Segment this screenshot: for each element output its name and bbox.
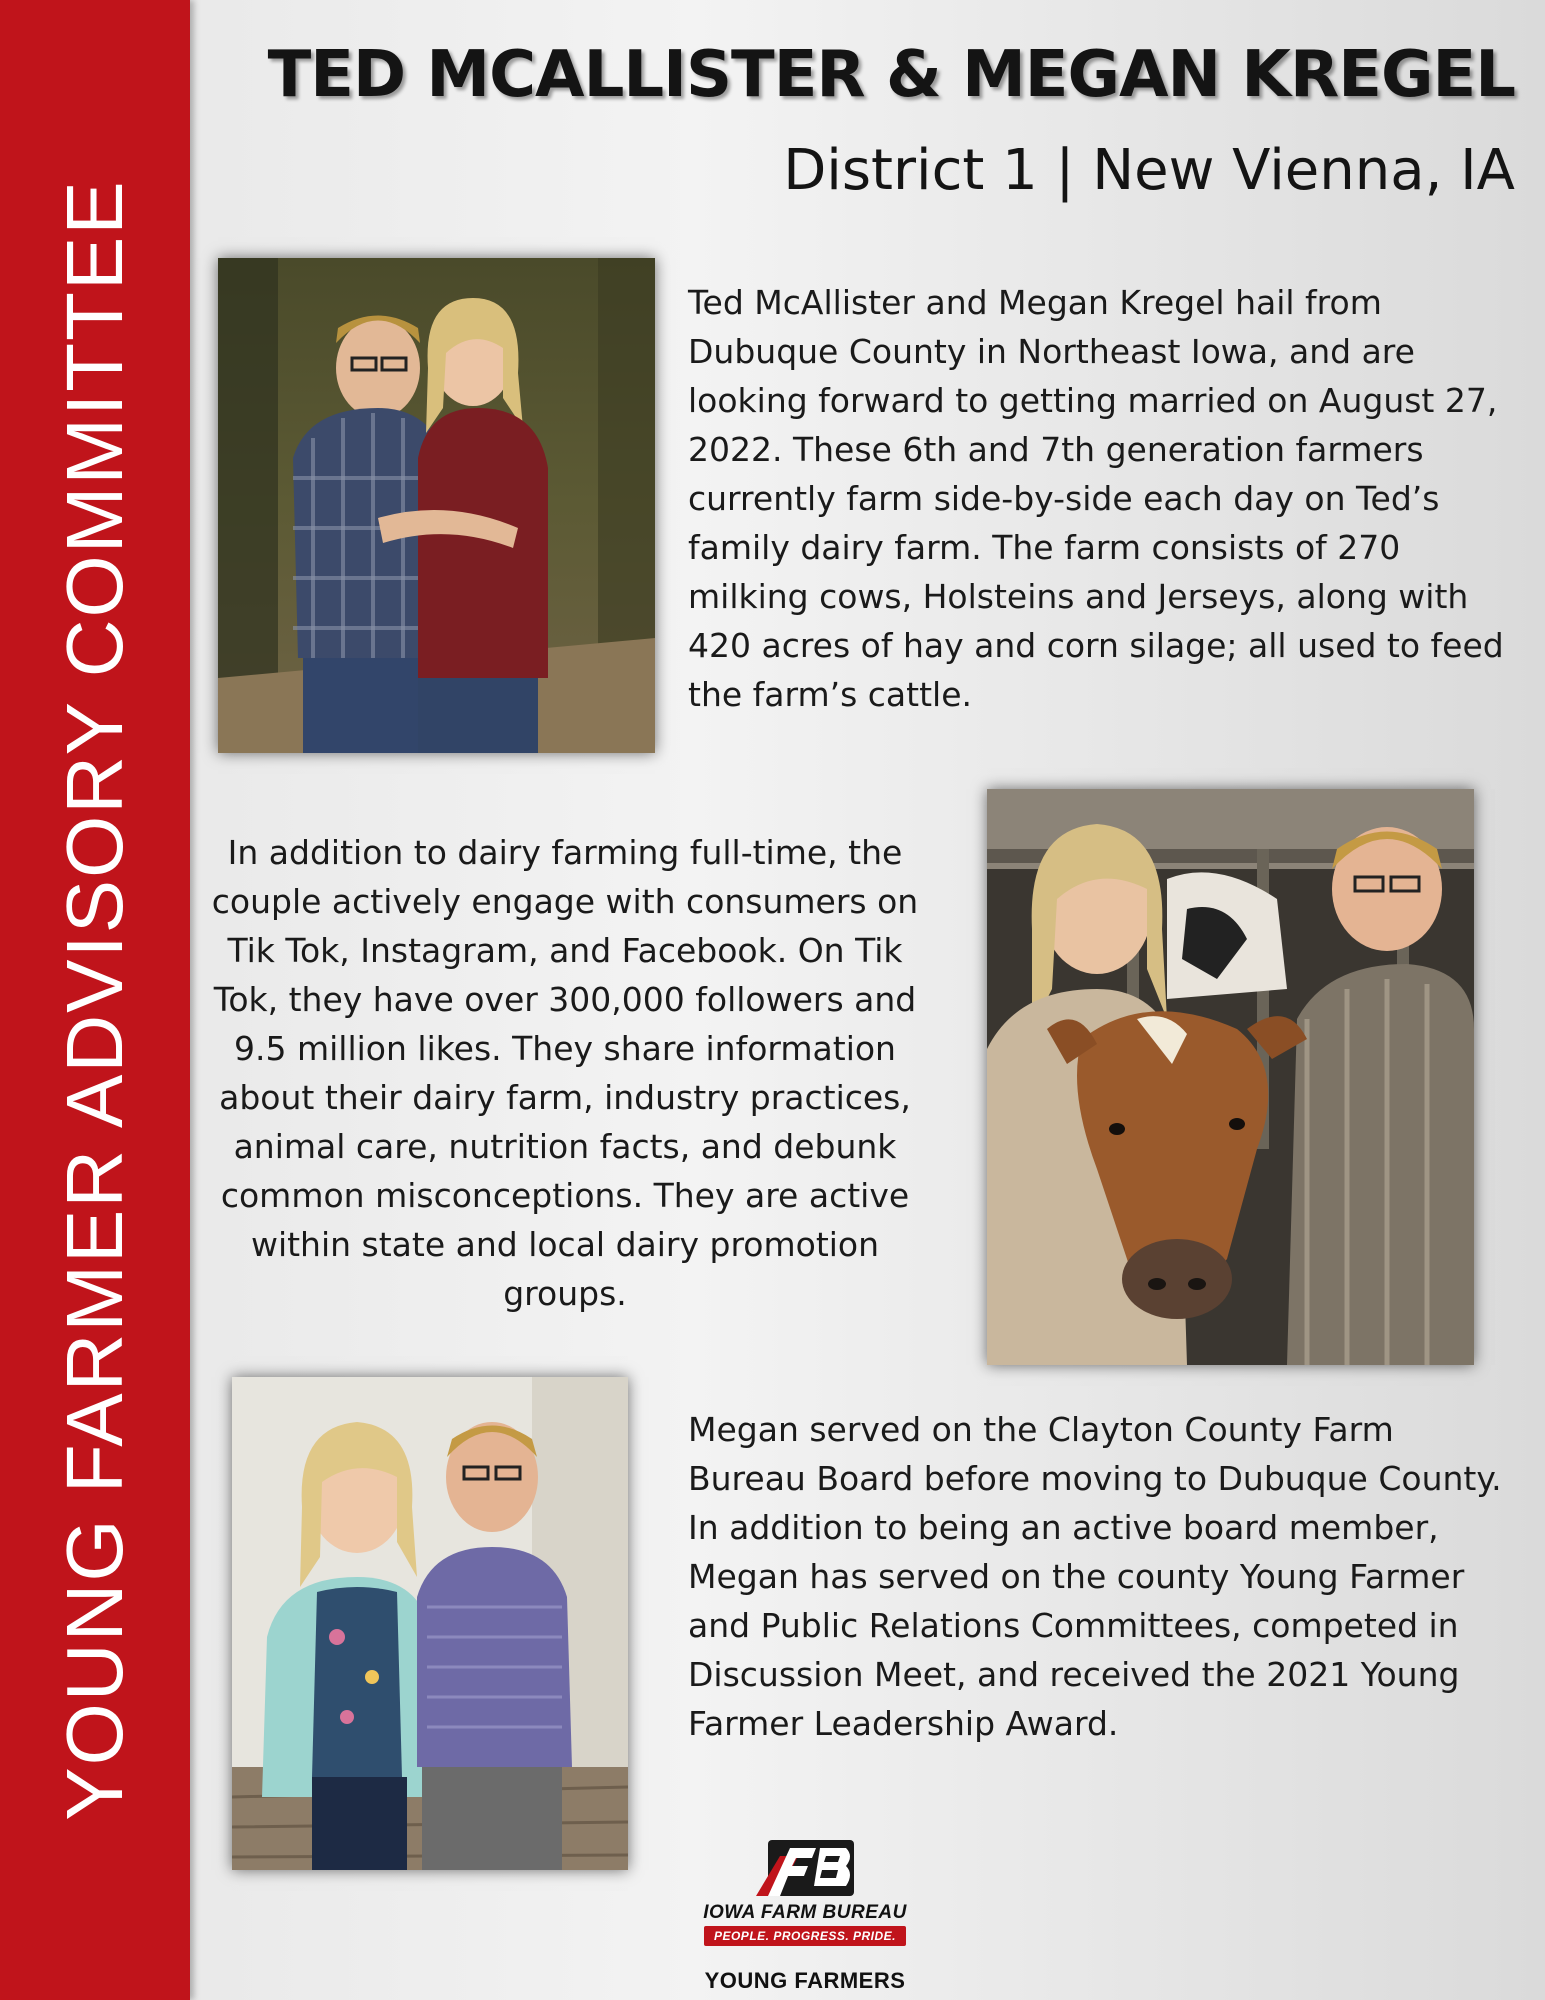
couple-with-cow-photo	[987, 789, 1474, 1365]
sidebar-banner	[0, 0, 190, 2000]
page-title: TED MCALLISTER & MEGAN KREGEL	[267, 38, 1515, 112]
sidebar-title: YOUNG FARMER ADVISORY COMMITTEE	[50, 179, 139, 1821]
leadership-paragraph: Megan served on the Clayton County Farm Bureau Board before moving to Dubuque County. In addition to being an active board member, Megan has served on the county Young Farmer and Public Relations Committees, competed in Discussion Meet, and received the 2021 Young Farmer Leadership Award.	[688, 1410, 1502, 1743]
social-media-paragraph: In addition to dairy farming full-time, the couple actively engage with consumers on Tik Tok, Instagram, and Facebook. On Tik Tok, they have over 300,000 followers and 9.5 million likes. They share information about their dairy farm, industry practices, animal care, nutrition facts, and debunk common misconceptions. They are active within state and local dairy promotion groups.	[211, 833, 919, 1313]
farm-bureau-fb-icon	[750, 1838, 860, 1900]
iowa-farm-bureau-logo	[680, 1838, 930, 1993]
logo-subtitle: YOUNG FARMERS	[704, 1968, 906, 1993]
logo-tagline: PEOPLE. PROGRESS. PRIDE.	[704, 1926, 906, 1946]
couple-indoor-photo	[232, 1377, 628, 1870]
intro-paragraph: Ted McAllister and Megan Kregel hail from Dubuque County in Northeast Iowa, and are looking forward to getting married on August 27, 2022. These 6th and 7th generation farmers currently farm side-by-side each day on Ted’s family dairy farm. The farm consists of 270 milking cows, Holsteins and Jerseys, along with 420 acres of hay and corn silage; all used to feed the farm’s cattle.	[688, 283, 1504, 714]
logo-name: IOWA FARM BUREAU	[703, 1902, 907, 1923]
page-subtitle: District 1 | New Vienna, IA	[783, 138, 1515, 203]
couple-outdoor-photo	[218, 258, 655, 753]
